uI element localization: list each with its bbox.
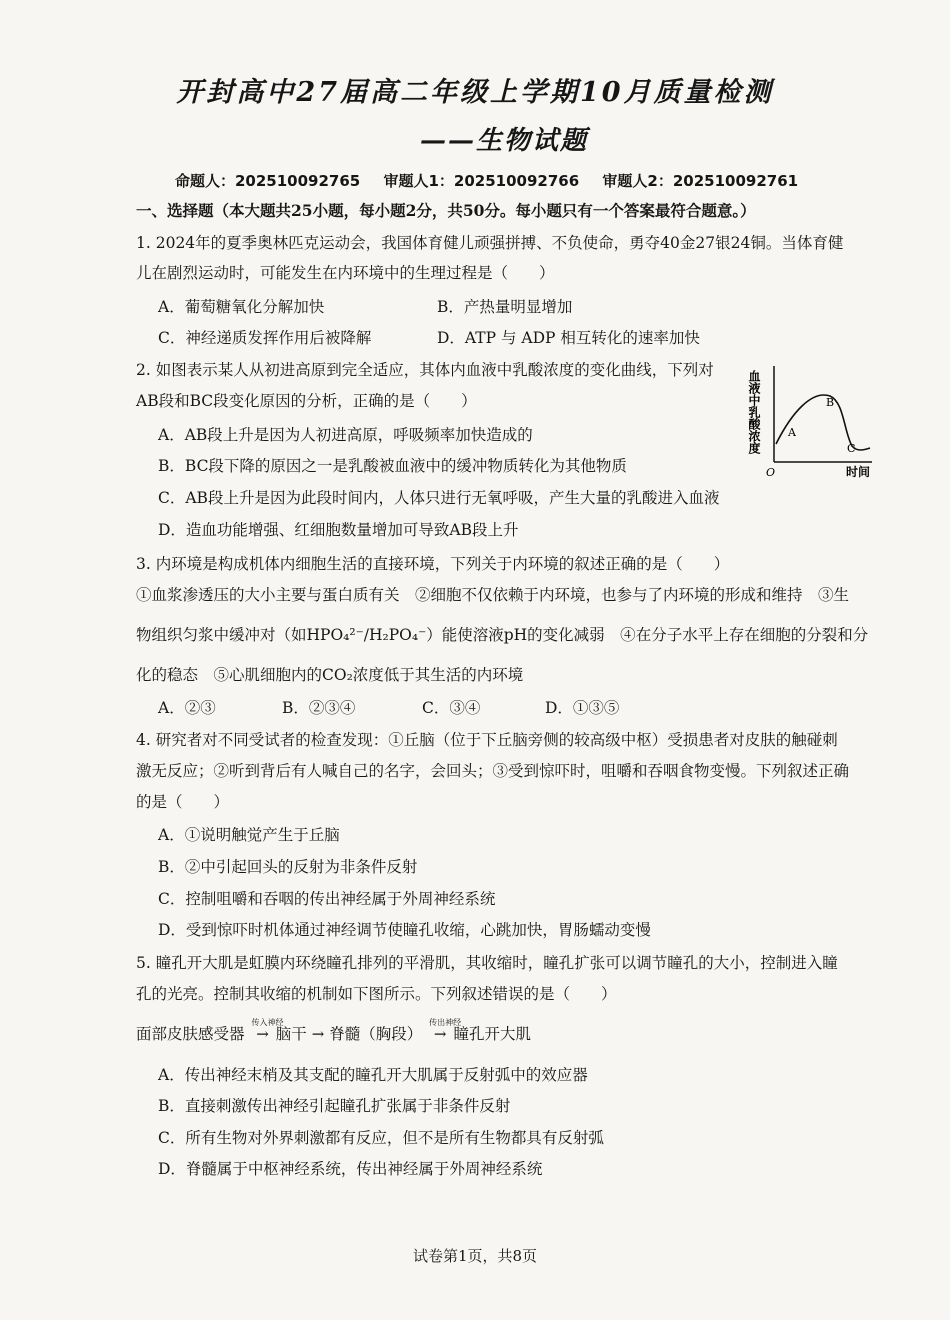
- right-arrow-icon: →: [311, 1025, 325, 1043]
- afferent-arrow: [251, 1018, 284, 1045]
- section-heading: 一、选择题（本大题共25小题，每小题2分，共50分。每小题只有一个答案最符合题意。）: [136, 201, 756, 220]
- q4-option-d: D．受到惊吓时机体通过神经调节使瞳孔收缩，心跳加快，胃肠蠕动变慢: [158, 921, 651, 939]
- afferent-arrow-label: 传入神经: [251, 1018, 284, 1027]
- q1-option-b: B．产热量明显增加: [437, 298, 573, 316]
- q4-stem-line3: 的是（ ）: [136, 793, 230, 811]
- q3-stem-line1: 3. 内环境是构成机体内细胞生活的直接环境，下列关于内环境的叙述正确的是（ ）: [136, 555, 730, 573]
- pathway-end: 瞳孔开大肌: [453, 1025, 531, 1043]
- page-subtitle: ——生物试题: [420, 126, 589, 156]
- reviewer-1: 审题人1：202510092766: [383, 172, 580, 190]
- reviewer-2: 审题人2：202510092761: [602, 172, 799, 190]
- q2-option-d: D．造血功能增强、红细胞数量增加可导致AB段上升: [158, 521, 519, 539]
- q3-option-b: B．②③④: [282, 699, 356, 717]
- q5-option-d: D．脊髓属于中枢神经系统，传出神经属于外周神经系统: [158, 1160, 543, 1178]
- q2-option-a: A．AB段上升是因为人初进高原，呼吸频率加快造成的: [158, 426, 533, 444]
- lactate-curve-svg: [747, 362, 877, 482]
- q3-option-c: C．③④: [422, 699, 481, 717]
- y-axis-label: 血液中乳酸浓度: [747, 370, 761, 454]
- q5-reflex-pathway: [136, 1018, 531, 1045]
- q2-option-b: B．BC段下降的原因之一是乳酸被血液中的缓冲物质转化为其他物质: [158, 457, 627, 475]
- x-axis-label: 时间: [846, 465, 871, 479]
- q4-option-c: C．控制咀嚼和吞咽的传出神经属于外周神经系统: [158, 890, 496, 908]
- q4-option-a: A．①说明触觉产生于丘脑: [158, 826, 340, 844]
- q5-stem-line1: 5. 瞳孔开大肌是虹膜内环绕瞳孔排列的平滑肌，其收缩时，瞳孔扩张可以调节瞳孔的大小，控制进入瞳: [136, 954, 838, 972]
- q5-option-b: B．直接刺激传出神经引起瞳孔扩张属于非条件反射: [158, 1097, 511, 1115]
- efferent-arrow: [429, 1018, 462, 1045]
- q1-option-d: D．ATP 与 ADP 相互转化的速率加快: [437, 329, 700, 347]
- point-b-label: B: [826, 396, 835, 409]
- q1-option-c: C．神经递质发挥作用后被降解: [158, 329, 372, 347]
- q3-stem-line3: 物组织匀浆中缓冲对（如HPO₄²⁻/H₂PO₄⁻）能使溶液pH的变化减弱 ④在分子水平上存在细胞的分裂和分: [136, 626, 869, 644]
- q4-stem-line2: 激无反应；②听到背后有人喊自己的名字，会回头；③受到惊吓时，咀嚼和吞咽食物变慢。下列叙述正确: [136, 762, 850, 780]
- q4-stem-line1: 4. 研究者对不同受试者的检查发现：①丘脑（位于下丘脑旁侧的较高级中枢）受损患者对皮肤的触碰刺: [136, 731, 838, 749]
- page-footer: 试卷第1页，共8页: [412, 1247, 538, 1265]
- q1-option-a: A．葡萄糖氧化分解加快: [158, 298, 325, 316]
- q2-stem-line1: 2. 如图表示某人从初进高原到完全适应，其体内血液中乳酸浓度的变化曲线，下列对: [136, 361, 714, 379]
- q5-option-a: A．传出神经末梢及其支配的瞳孔开大肌属于反射弧中的效应器: [158, 1066, 588, 1084]
- author-setter: 命题人：202510092765: [175, 172, 361, 190]
- pathway-spinal-cord: 脊髓（胸段）: [329, 1025, 423, 1043]
- q2-stem-line2: AB段和BC段变化原因的分析，正确的是（ ）: [136, 392, 477, 410]
- q3-option-d: D．①③⑤: [545, 699, 620, 717]
- q5-stem-line2: 孔的光亮。控制其收缩的机制如下图所示。下列叙述错误的是（ ）: [136, 985, 617, 1003]
- right-arrow-icon: →: [251, 1025, 269, 1043]
- q1-stem-line2: 儿在剧烈运动时，可能发生在内环境中的生理过程是（ ）: [136, 264, 555, 282]
- q4-option-b: B．②中引起回头的反射为非条件反射: [158, 858, 418, 876]
- q2-option-c: C．AB段上升是因为此段时间内，人体只进行无氧呼吸，产生大量的乳酸进入血液: [158, 489, 720, 507]
- pathway-brainstem: 脑干: [275, 1025, 307, 1043]
- right-arrow-icon: →: [429, 1025, 447, 1043]
- lactate-curve-chart: [747, 362, 877, 482]
- q1-stem-line1: 1. 2024年的夏季奥林匹克运动会，我国体育健儿顽强拼搏、不负使命，勇夺40金27银24铜。当体育健: [136, 234, 844, 252]
- point-a-label: A: [788, 426, 796, 439]
- q3-stem-line2: ①血浆渗透压的大小主要与蛋白质有关 ②细胞不仅依赖于内环境，也参与了内环境的形成和维持 ③生: [136, 586, 850, 604]
- origin-label: O: [766, 466, 776, 479]
- page-title: 开封高中27届高二年级上学期10月质量检测: [176, 77, 774, 108]
- point-c-label: C: [847, 442, 856, 455]
- q3-option-a: A．②③: [158, 699, 216, 717]
- authors-line: [175, 170, 816, 191]
- q3-stem-line4: 化的稳态 ⑤心肌细胞内的CO₂浓度低于其生活的内环境: [136, 666, 524, 684]
- pathway-start: 面部皮肤感受器: [136, 1025, 245, 1043]
- q5-option-c: C．所有生物对外界刺激都有反应，但不是所有生物都具有反射弧: [158, 1129, 604, 1147]
- efferent-arrow-label: 传出神经: [429, 1018, 462, 1027]
- lactate-curve: [776, 395, 870, 450]
